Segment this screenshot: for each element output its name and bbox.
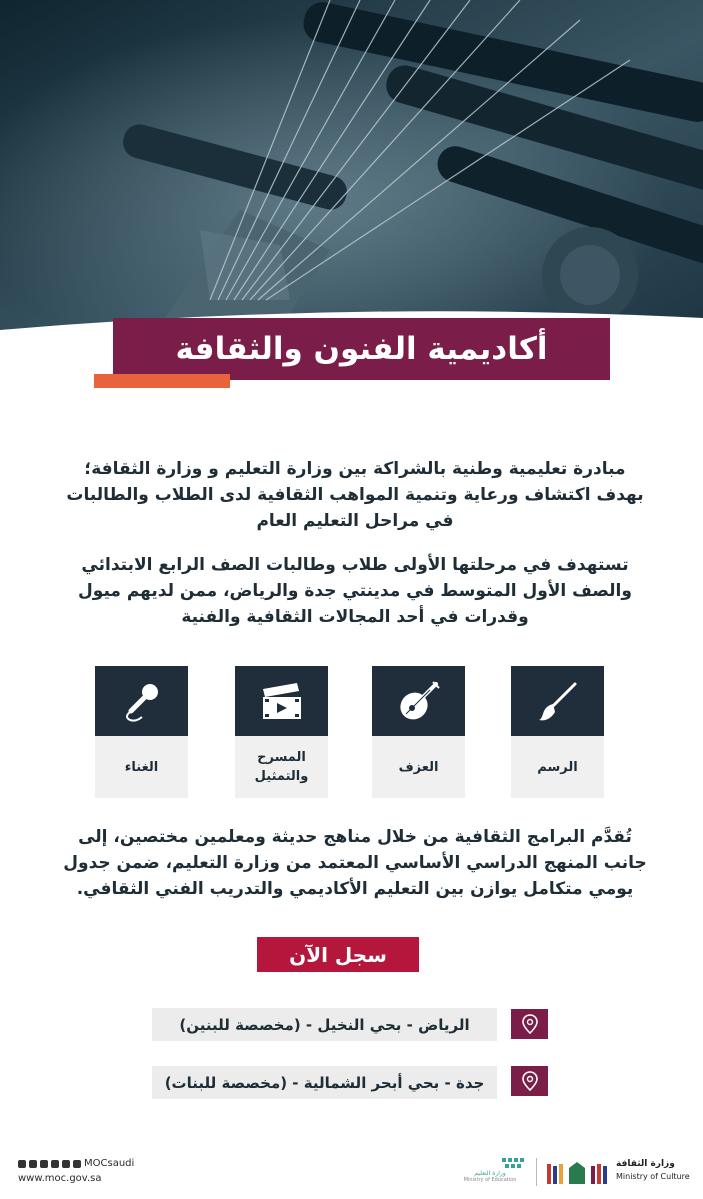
field-label: المسرح والتمثيل (254, 750, 309, 784)
ministry-of-education-name (462, 1170, 518, 1183)
title-accent-bar (94, 374, 230, 388)
field-card-theatre (235, 666, 328, 798)
moe-en: Ministry of Education (463, 1177, 517, 1183)
instagram-icon (29, 1160, 37, 1168)
fields-grid (0, 666, 703, 800)
register-button[interactable]: سجل الآن (257, 937, 419, 972)
hero-image (0, 0, 703, 360)
social-handle (18, 1158, 134, 1169)
youtube-icon (62, 1160, 70, 1168)
oud-icon (372, 666, 465, 736)
snapchat-icon (73, 1160, 81, 1168)
location-riyadh: الرياض - بحي النخيل - (مخصصة للبنين) (152, 1008, 497, 1041)
website-link[interactable]: www.moc.gov.sa (18, 1173, 102, 1184)
field-card-painting (511, 666, 604, 798)
moe-ar: وزارة التعليم (474, 1170, 506, 1177)
page-title (113, 318, 610, 380)
ministry-of-culture-en: Ministry of Culture (616, 1172, 690, 1181)
footer (0, 1150, 703, 1199)
target-paragraph: تستهدف في مرحلتها الأولى طلاب وطالبات الصف الرابع الابتدائي والصف الأول المتوسط في مدينتي جدة والرياض، ممن لديهم ميول وقدرات في أحد المجالات الثقافية والفنية (78, 555, 632, 627)
x-icon (18, 1160, 26, 1168)
ministry-of-culture-ar: وزارة الثقافة (616, 1159, 675, 1169)
field-label: الغناء (124, 759, 159, 775)
field-label: العزف (398, 759, 439, 775)
intro-paragraph: مبادرة تعليمية وطنية بالشراكة بين وزارة التعليم و وزارة الثقافة؛ بهدف اكتشاف ورعاية وتنمية المواهب الثقافية لدى الطلاب والطالبات في مراحل التعليم العام (66, 459, 644, 531)
field-card-singing (95, 666, 188, 798)
page-title-text: أكاديمية الفنون والثقافة (175, 331, 548, 367)
footer-divider (536, 1158, 537, 1186)
location-jeddah: جدة - بحي أبحر الشمالية - (مخصصة للبنات) (152, 1066, 497, 1099)
facebook-icon (40, 1160, 48, 1168)
programs-paragraph: تُقدَّم البرامج الثقافية من خلال مناهج حديثة ومعلمين مختصين، إلى جانب المنهج الدراسي الأساسي المعتمد من وزارة التعليم، ضمن جدول يومي متكامل يوازن بين التعليم الأكاديمي والتدريب الفني الثقافي. (63, 827, 647, 899)
field-label: الرسم (537, 759, 578, 775)
field-card-music (372, 666, 465, 798)
paintbrush-icon (511, 666, 604, 736)
tiktok-icon (51, 1160, 59, 1168)
location-pin-icon (511, 1066, 548, 1096)
clapperboard-icon (235, 666, 328, 736)
location-pin-icon (511, 1009, 548, 1039)
microphone-icon (95, 666, 188, 736)
handle-text: MOCsaudi (84, 1158, 135, 1169)
